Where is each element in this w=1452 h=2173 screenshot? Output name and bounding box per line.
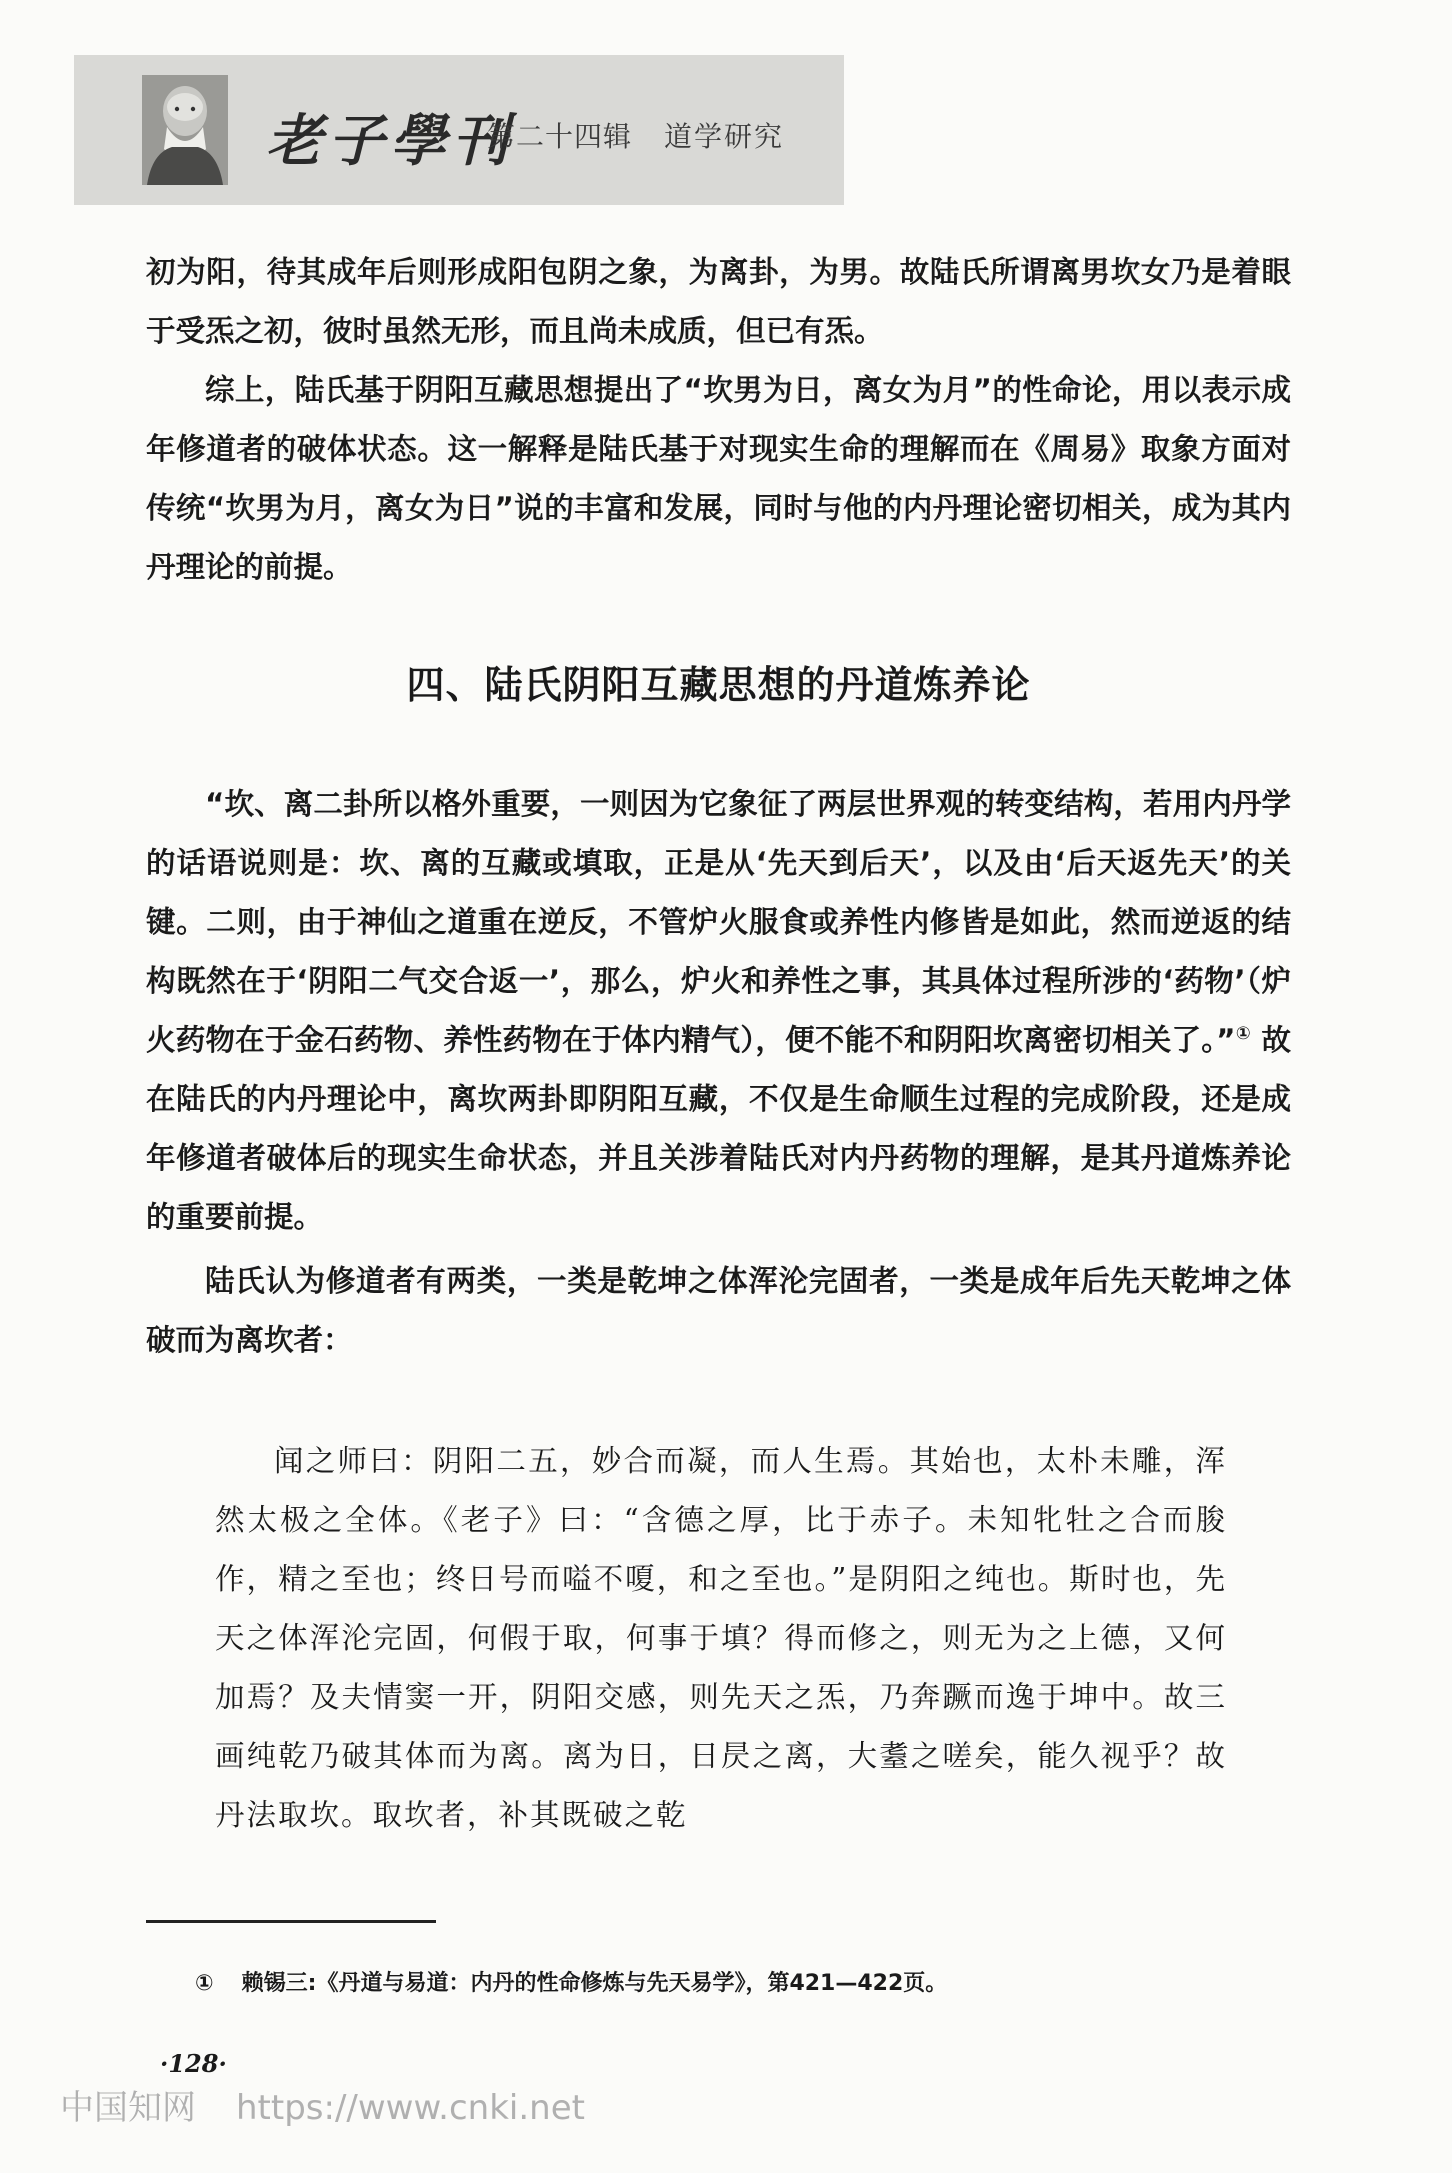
footnote-reference[interactable]: ① <box>1235 1024 1251 1045</box>
page-number: ·128· <box>160 2049 227 2078</box>
sage-portrait-icon <box>142 75 228 185</box>
watermark-cn: 中国知网 <box>60 2088 196 2128</box>
watermark <box>60 2080 585 2129</box>
quoted-passage: “坎、离二卦所以格外重要，一则因为它象征了两层世界观的转变结构，若用内丹学的话语说则是：坎、离的互藏或填取，正是从‘先天到后天’，以及由‘后天返先天’的关键。二则，由于神仙之道重在逆反，不管炉火服食或养性内修皆是如此，然而逆返的结构既然在于‘阴阳二气交合返一’，那么，炉火和养性之事，其具体过程所涉的‘药物’（炉火药物在于金石药物、养性药物在于体内精气），便不能不和阴阳坎离密切相关了。” <box>146 787 1291 1057</box>
paragraph-two-types: 陆氏认为修道者有两类，一类是乾坤之体浑沦完固者，一类是成年后先天乾坤之体破而为离坎者： <box>146 1264 1291 1357</box>
paragraph-summary: 综上，陆氏基于阴阳互藏思想提出了“坎男为日，离女为月”的性命论，用以表示成年修道者的破体状态。这一解释是陆氏基于对现实生命的理解而在《周易》取象方面对传统“坎男为月，离女为日”说的丰富和发展，同时与他的内丹理论密切相关，成为其内丹理论的前提。 <box>146 373 1291 584</box>
section-heading: 四、陆氏阴阳互藏思想的丹道炼养论 <box>406 663 1031 707</box>
section-tag: 道学研究 <box>664 120 785 153</box>
footnote-divider <box>146 1920 436 1923</box>
paragraph-quotation-intro <box>146 775 1291 1247</box>
footnote-text: 赖锡三:《丹道与易道：内丹的性命修炼与先天易学》，第421—422页。 <box>241 1971 948 1996</box>
footnote-mark: ① <box>195 1971 214 1996</box>
issue-number: 第二十四辑 <box>487 120 633 153</box>
block-quote: 闻之师曰：阴阳二五，妙合而凝，而人生焉。其始也，太朴未雕，浑然太极之全体。《老子》曰：“含德之厚，比于赤子。未知牝牡之合而朘作，精之至也；终日号而嗌不嗄，和之至也。”是阴阳之纯也。斯时也，先天之体浑沦完固，何假于取，何事于填？得而修之，则无为之上德，又何加焉？及夫情窦一开，阴阳交感，则先天之炁，乃奔蹶而逸于坤中。故三画纯乾乃破其体而为离。离为日，日昃之离，大耋之嗟矣，能久视乎？故丹法取坎。取坎者，补其既破之乾 <box>215 1444 1227 1832</box>
watermark-url: https://www.cnki.net <box>236 2088 585 2128</box>
paragraph-continuation: 初为阳，待其成年后则形成阳包阴之象，为离卦，为男。故陆氏所谓离男坎女乃是着眼于受炁之初，彼时虽然无形，而且尚未成质，但已有炁。 <box>146 255 1291 348</box>
journal-header <box>74 55 844 205</box>
footnote <box>195 1966 947 1997</box>
paragraph-continuation-text: 故在陆氏的内丹理论中，离坎两卦即阴阳互藏，不仅是生命顺生过程的完成阶段，还是成年修道者破体后的现实生命状态，并且关涉着陆氏对内丹药物的理解，是其丹道炼养论的重要前提。 <box>146 1023 1291 1234</box>
journal-title: 老子學刊 <box>266 108 514 174</box>
